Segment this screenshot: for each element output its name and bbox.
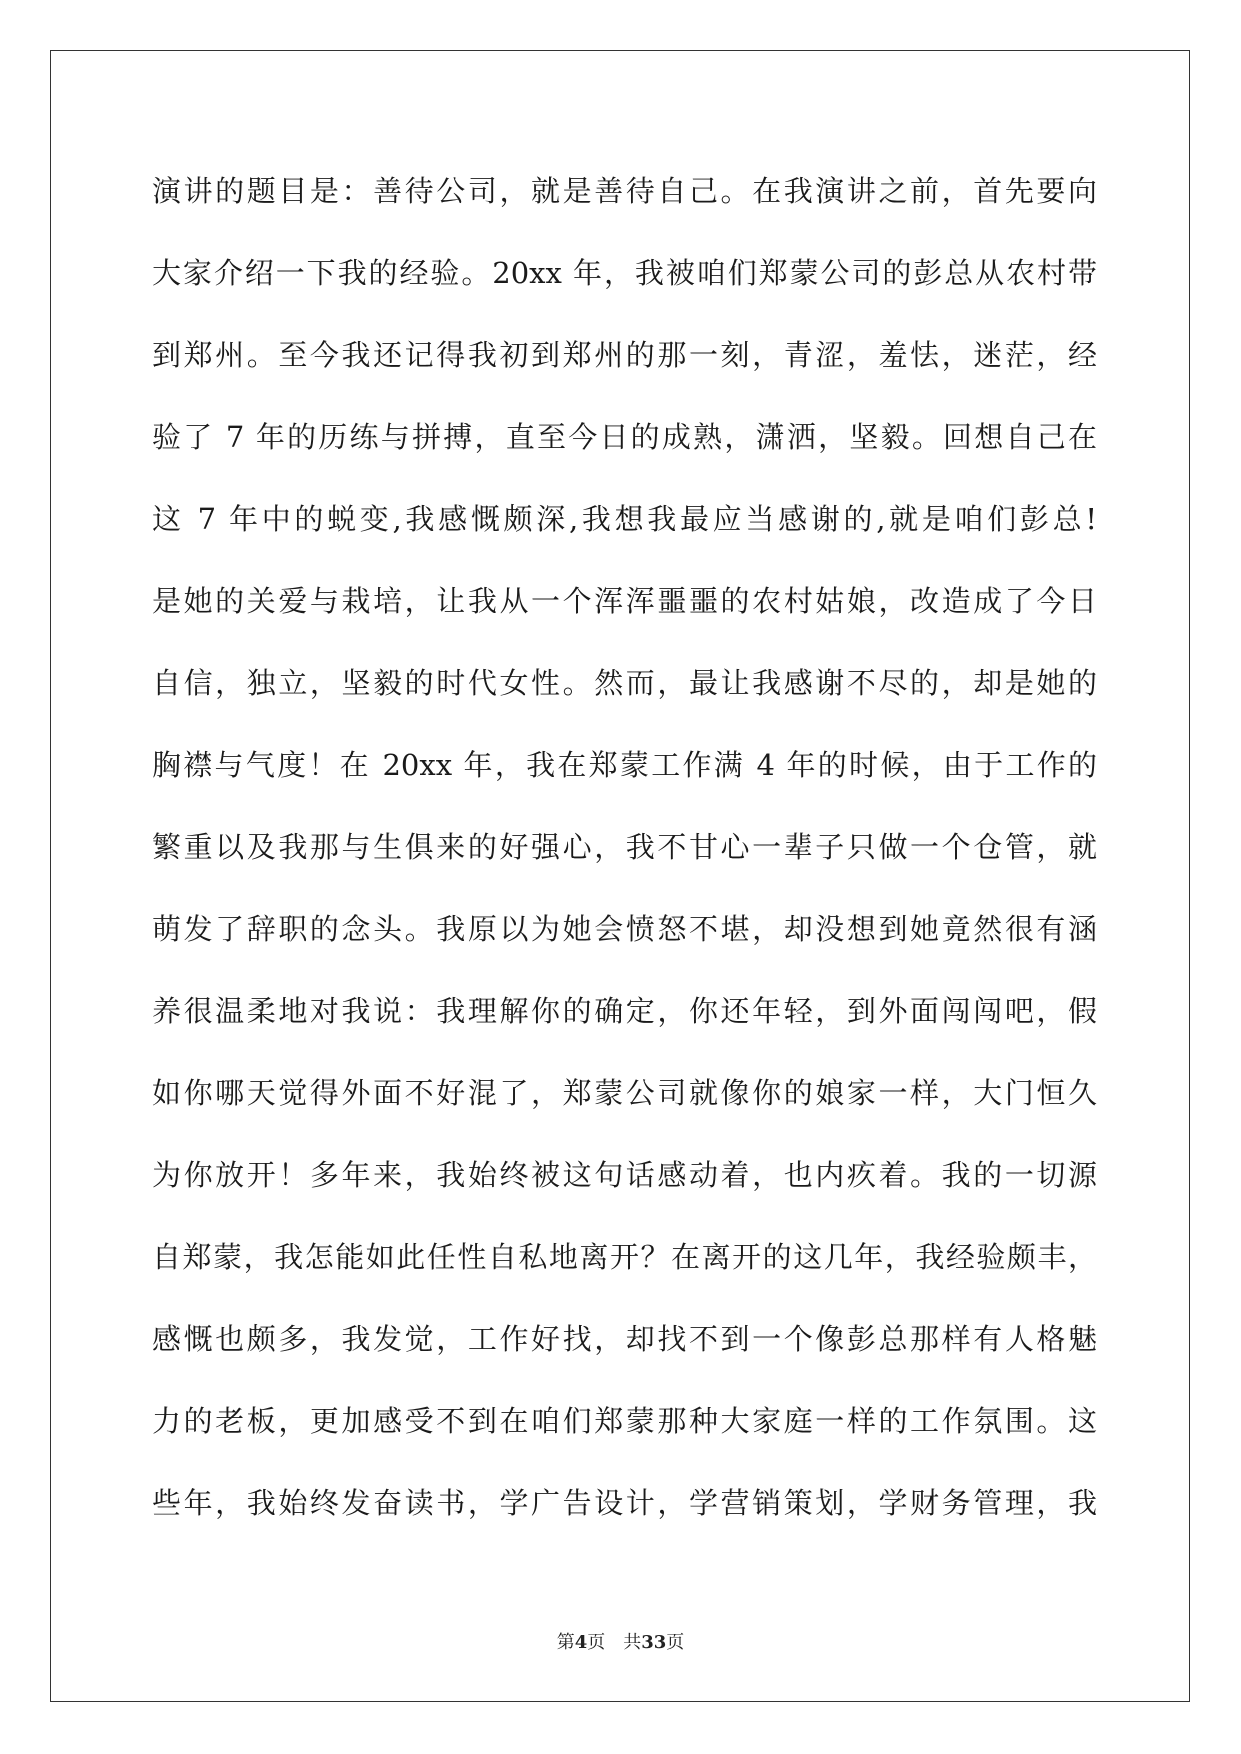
text-line: 如你哪天觉得外面不好混了，郑蒙公司就像你的娘家一样，大门恒久 — [152, 1076, 1097, 1110]
footer-prefix: 第 — [556, 1632, 575, 1653]
text-line: 自郑蒙，我怎能如此任性自私地离开？在离开的这几年，我经验颇丰， — [152, 1240, 1097, 1274]
text-line: 感慨也颇多，我发觉，工作好找，却找不到一个像彭总那样有人格魅 — [152, 1322, 1097, 1356]
footer-middle: 页 共 — [587, 1632, 642, 1653]
text-line: 这 7 年中的蜕变,我感慨颇深,我想我最应当感谢的,就是咱们彭总! — [152, 502, 1097, 536]
text-line: 萌发了辞职的念头。我原以为她会愤怒不堪，却没想到她竟然很有涵 — [152, 912, 1097, 946]
footer-suffix: 页 — [666, 1632, 685, 1653]
text-line: 是她的关爱与栽培，让我从一个浑浑噩噩的农村姑娘，改造成了今日 — [152, 584, 1097, 618]
text-line: 到郑州。至今我还记得我初到郑州的那一刻，青涩，羞怯，迷茫，经 — [152, 338, 1097, 372]
text-line: 繁重以及我那与生俱来的好强心，我不甘心一辈子只做一个仓管，就 — [152, 830, 1097, 864]
text-line: 力的老板，更加感受不到在咱们郑蒙那种大家庭一样的工作氛围。这 — [152, 1404, 1097, 1438]
text-line: 大家介绍一下我的经验。20xx 年，我被咱们郑蒙公司的彭总从农村带 — [152, 256, 1097, 290]
text-line: 些年，我始终发奋读书，学广告设计，学营销策划，学财务管理，我 — [152, 1486, 1097, 1520]
text-line: 自信，独立，坚毅的时代女性。然而，最让我感谢不尽的，却是她的 — [152, 666, 1097, 700]
body-text — [152, 160, 1097, 1554]
text-line: 养很温柔地对我说：我理解你的确定，你还年轻，到外面闯闯吧，假 — [152, 994, 1097, 1028]
text-line: 为你放开！多年来，我始终被这句话感动着，也内疚着。我的一切源 — [152, 1158, 1097, 1192]
current-page-number: 4 — [574, 1632, 588, 1653]
text-line: 演讲的题目是：善待公司，就是善待自己。在我演讲之前，首先要向 — [152, 174, 1097, 208]
total-pages-number: 33 — [641, 1632, 667, 1653]
text-line: 胸襟与气度！在 20xx 年，我在郑蒙工作满 4 年的时候，由于工作的 — [152, 748, 1097, 782]
text-line: 验了 7 年的历练与拼搏，直至今日的成熟，潇洒，坚毅。回想自己在 — [152, 420, 1097, 454]
page-footer — [0, 1628, 1241, 1654]
